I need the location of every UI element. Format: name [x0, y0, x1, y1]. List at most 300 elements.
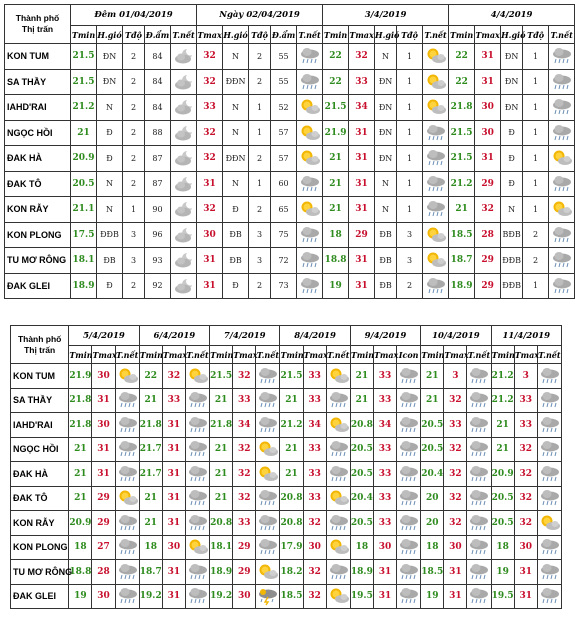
wind-direction: ĐN — [375, 120, 397, 146]
tmin-value: 18.9 — [449, 273, 475, 299]
weather-cell — [423, 120, 449, 146]
column-subheader: T.nết — [549, 26, 575, 44]
tmax-value: 34 — [349, 95, 375, 121]
tmax-value: 30 — [514, 535, 537, 560]
tmin-value: 21 — [449, 197, 475, 223]
humidity: 96 — [145, 222, 171, 248]
tmax-value: 32 — [233, 486, 256, 511]
wind-speed: 2 — [249, 44, 271, 70]
tmin-value: 22 — [449, 69, 475, 95]
cloud-rain-icon — [550, 98, 573, 116]
cloud-rain-icon — [539, 465, 560, 483]
date-header: 11/4/2019 — [491, 326, 561, 346]
tmin-value: 17.5 — [71, 222, 97, 248]
tmin-value: 18 — [350, 535, 373, 560]
tmax-value: 31 — [92, 388, 115, 413]
weather-cell — [537, 413, 561, 438]
tmin-value: 18.7 — [139, 560, 162, 585]
cloud-rain-icon — [550, 47, 573, 65]
weather-cell — [171, 120, 197, 146]
tmax-value: 29 — [92, 511, 115, 536]
cloud-rain-icon — [539, 367, 560, 385]
tmin-value: 20.5 — [491, 486, 514, 511]
tmin-value: 22 — [323, 69, 349, 95]
weather-cell — [256, 535, 280, 560]
tmin-value: 21 — [210, 486, 233, 511]
tmax-value: 31 — [349, 120, 375, 146]
tmax-value: 31 — [373, 584, 396, 609]
tmax-value: 33 — [444, 413, 467, 438]
date-header: Ngày 02/04/2019 — [197, 5, 323, 26]
tmin-value: 18 — [421, 535, 444, 560]
tmax-value: 31 — [349, 197, 375, 223]
tmin-value: 21.5 — [210, 364, 233, 389]
cloud-rain-icon — [398, 440, 419, 458]
tmax-value: 33 — [233, 511, 256, 536]
weather-cell — [297, 171, 323, 197]
tmin-value: 20.5 — [71, 171, 97, 197]
weather-cell — [423, 171, 449, 197]
column-subheader: Icon — [397, 346, 421, 364]
cloud-rain-icon — [468, 587, 489, 605]
weather-cell — [115, 535, 139, 560]
tmax-value: 32 — [197, 120, 223, 146]
weather-cell — [537, 560, 561, 585]
weather-cell — [549, 197, 575, 223]
weather-cell — [115, 413, 139, 438]
tmax-value: 33 — [303, 364, 326, 389]
sun-cloud-icon — [539, 514, 560, 532]
weather-cell — [297, 146, 323, 172]
wind-direction: N — [375, 171, 397, 197]
tmax-value: 29 — [475, 171, 501, 197]
cloud-rain-icon — [424, 124, 447, 142]
cloud-rain-icon — [468, 538, 489, 556]
table-row — [11, 486, 562, 511]
city-name: NGỌC HỒI — [5, 120, 71, 146]
tmax-value: 31 — [349, 248, 375, 274]
tmin-value: 21.2 — [71, 95, 97, 121]
tmin-value: 18.7 — [449, 248, 475, 274]
date-header: 7/4/2019 — [210, 326, 280, 346]
sun-cloud-icon — [550, 149, 573, 167]
wind-direction: ĐB — [375, 248, 397, 274]
weather-cell — [467, 584, 491, 609]
humidity: 55 — [271, 69, 297, 95]
tmax-value: 32 — [444, 511, 467, 536]
weather-cell — [397, 388, 421, 413]
weather-cell — [256, 584, 280, 609]
tmin-value: 21 — [210, 437, 233, 462]
wind-direction: ĐN — [97, 69, 123, 95]
wind-speed: 1 — [523, 171, 549, 197]
tmin-value: 20.8 — [350, 413, 373, 438]
tmin-value: 22 — [139, 364, 162, 389]
wind-speed: 1 — [397, 69, 423, 95]
cloud-rain-icon — [468, 391, 489, 409]
tmax-value: 33 — [162, 388, 185, 413]
humidity: 55 — [271, 44, 297, 70]
cloud-rain-icon — [187, 416, 208, 434]
weather-cell — [185, 511, 209, 536]
cloud-rain-icon — [187, 391, 208, 409]
cloud-rain-icon — [539, 416, 560, 434]
sun-cloud-icon — [298, 98, 321, 116]
tmax-value: 31 — [444, 560, 467, 585]
tmin-value: 21.7 — [139, 437, 162, 462]
tmax-value: 31 — [162, 486, 185, 511]
column-subheader: H.gió — [375, 26, 397, 44]
tmin-value: 21.8 — [69, 388, 92, 413]
cloud-rain-icon — [539, 563, 560, 581]
wind-direction: ĐN — [375, 69, 397, 95]
sun-cloud-icon — [117, 489, 138, 507]
wind-direction: ĐĐB — [97, 222, 123, 248]
column-subheader: T.nết — [297, 26, 323, 44]
tmin-value: 18.5 — [449, 222, 475, 248]
city-name: ĐAK GLEI — [11, 584, 69, 609]
night-cloud-icon — [172, 226, 195, 244]
tmax-value: 32 — [514, 486, 537, 511]
cloud-rain-icon — [398, 514, 419, 532]
tmax-value: 31 — [92, 462, 115, 487]
column-subheader: Tmax — [197, 26, 223, 44]
tmax-value: 31 — [514, 560, 537, 585]
column-subheader: Tmax — [233, 346, 256, 364]
tmin-value: 20 — [421, 511, 444, 536]
tmax-value: 33 — [303, 486, 326, 511]
cloud-rain-icon — [298, 73, 321, 91]
humidity: 57 — [271, 120, 297, 146]
tmax-value: 31 — [197, 171, 223, 197]
tmin-value: 21 — [280, 437, 303, 462]
city-name: NGỌC HỒI — [11, 437, 69, 462]
weather-cell — [549, 44, 575, 70]
cloud-rain-icon — [539, 587, 560, 605]
weather-cell — [423, 197, 449, 223]
tmin-value: 21.5 — [280, 364, 303, 389]
tmin-value: 21 — [421, 364, 444, 389]
column-subheader: Tmax — [475, 26, 501, 44]
tmax-value: 31 — [475, 44, 501, 70]
column-subheader: Tmin — [280, 346, 303, 364]
weather-cell — [115, 364, 139, 389]
wind-speed: 2 — [123, 120, 145, 146]
tmax-value: 33 — [373, 388, 396, 413]
city-name: KON TUM — [5, 44, 71, 70]
tmin-value: 20.8 — [280, 486, 303, 511]
weather-cell — [467, 486, 491, 511]
table-row — [11, 462, 562, 487]
wind-direction: ĐB — [375, 222, 397, 248]
tmax-value: 31 — [349, 146, 375, 172]
tmin-value: 21.5 — [449, 146, 475, 172]
forecast-table-1 — [4, 4, 575, 299]
cloud-rain-icon — [468, 367, 489, 385]
column-subheader: T.nết — [423, 26, 449, 44]
wind-speed: 2 — [249, 273, 271, 299]
wind-speed: 1 — [249, 120, 271, 146]
tmax-value: 33 — [373, 511, 396, 536]
tmin-value: 21.5 — [323, 95, 349, 121]
tmin-value: 20.5 — [350, 437, 373, 462]
tmax-value: 30 — [92, 584, 115, 609]
tmin-value: 20 — [421, 486, 444, 511]
wind-speed: 2 — [249, 146, 271, 172]
tmin-value: 19 — [491, 560, 514, 585]
weather-cell — [171, 222, 197, 248]
column-subheader: Tmax — [92, 346, 115, 364]
tmin-value: 20.8 — [280, 511, 303, 536]
tmax-value: 31 — [162, 462, 185, 487]
tmin-value: 21.5 — [71, 44, 97, 70]
wind-direction: ĐĐB — [501, 273, 523, 299]
wind-speed: 2 — [523, 248, 549, 274]
tmin-value: 21 — [323, 146, 349, 172]
city-header-line: Thị trấn — [24, 344, 56, 355]
tmax-value: 29 — [475, 248, 501, 274]
city-name: KON RẪY — [5, 197, 71, 223]
date-header: 10/4/2019 — [421, 326, 491, 346]
tmax-value: 33 — [197, 95, 223, 121]
date-header: 8/4/2019 — [280, 326, 350, 346]
weather-cell — [397, 584, 421, 609]
wind-speed: 1 — [397, 44, 423, 70]
city-header-line: Thị trấn — [21, 24, 54, 34]
tmin-value: 20.8 — [210, 511, 233, 536]
wind-speed: 1 — [523, 44, 549, 70]
wind-direction: ĐN — [375, 146, 397, 172]
weather-cell — [256, 413, 280, 438]
tmax-value: 33 — [233, 388, 256, 413]
tmax-value: 32 — [197, 146, 223, 172]
city-column-header — [5, 5, 71, 44]
weather-cell — [256, 511, 280, 536]
tmin-value: 21 — [210, 388, 233, 413]
wind-direction: Đ — [97, 120, 123, 146]
wind-direction: N — [501, 197, 523, 223]
wind-speed: 1 — [249, 171, 271, 197]
wind-speed: 2 — [249, 197, 271, 223]
tmin-value: 18 — [69, 535, 92, 560]
wind-direction: Đ — [501, 120, 523, 146]
tmin-value: 21.9 — [323, 120, 349, 146]
wind-speed: 3 — [249, 222, 271, 248]
forecast-table-2 — [10, 325, 562, 609]
sun-cloud-icon — [298, 200, 321, 218]
wind-direction: Đ — [223, 273, 249, 299]
tmax-value: 29 — [233, 535, 256, 560]
city-header-line: Thành phố — [17, 333, 62, 344]
table-row — [5, 120, 575, 146]
weather-cell — [537, 462, 561, 487]
weather-cell — [423, 69, 449, 95]
column-subheader: H.gió — [223, 26, 249, 44]
column-subheader: T.nết — [537, 346, 561, 364]
tmax-value: 32 — [197, 197, 223, 223]
cloud-rain-icon — [398, 538, 419, 556]
weather-cell — [185, 560, 209, 585]
weather-cell — [467, 511, 491, 536]
tmax-value: 29 — [92, 486, 115, 511]
wind-speed: 1 — [249, 95, 271, 121]
tmax-value: 32 — [444, 437, 467, 462]
wind-direction: Đ — [97, 273, 123, 299]
cloud-rain-icon — [539, 489, 560, 507]
tmin-value: 19.2 — [139, 584, 162, 609]
table-row — [5, 44, 575, 70]
tmax-value: 32 — [303, 560, 326, 585]
cloud-rain-icon — [550, 124, 573, 142]
wind-direction: ĐN — [501, 69, 523, 95]
tmax-value: 32 — [514, 511, 537, 536]
tmin-value: 22 — [323, 44, 349, 70]
weather-cell — [423, 248, 449, 274]
night-cloud-icon — [172, 200, 195, 218]
cloud-rain-icon — [187, 489, 208, 507]
tmax-value: 32 — [444, 388, 467, 413]
humidity: 87 — [145, 171, 171, 197]
column-subheader: Tmax — [444, 346, 467, 364]
tmin-value: 20.9 — [69, 511, 92, 536]
column-subheader: H.gió — [97, 26, 123, 44]
tmax-value: 31 — [514, 584, 537, 609]
tmin-value: 21 — [69, 486, 92, 511]
tmax-value: 32 — [444, 462, 467, 487]
cloud-rain-icon — [328, 391, 349, 409]
tmin-value: 18.1 — [210, 535, 233, 560]
humidity: 88 — [145, 120, 171, 146]
tmin-value: 21 — [491, 413, 514, 438]
column-subheader: Tmax — [349, 26, 375, 44]
tmax-value: 33 — [514, 388, 537, 413]
cloud-rain-icon — [539, 391, 560, 409]
tmax-value: 32 — [514, 437, 537, 462]
table-row — [5, 222, 575, 248]
sun-cloud-icon — [117, 367, 138, 385]
date-header: 9/4/2019 — [350, 326, 420, 346]
wind-speed: 3 — [397, 248, 423, 274]
humidity: 60 — [271, 171, 297, 197]
cloud-rain-icon — [398, 587, 419, 605]
humidity: 75 — [271, 222, 297, 248]
humidity: 93 — [145, 248, 171, 274]
weather-cell — [326, 462, 350, 487]
cloud-rain-icon — [539, 538, 560, 556]
sun-cloud-icon — [298, 124, 321, 142]
wind-direction: ĐB — [375, 273, 397, 299]
wind-direction: N — [375, 44, 397, 70]
cloud-rain-icon — [187, 465, 208, 483]
wind-direction: ĐĐN — [223, 69, 249, 95]
tmax-value: 31 — [373, 560, 396, 585]
tmin-value: 21.8 — [449, 95, 475, 121]
weather-cell — [256, 437, 280, 462]
date-header: 5/4/2019 — [69, 326, 139, 346]
tmin-value: 21 — [491, 437, 514, 462]
cloud-rain-icon — [117, 391, 138, 409]
weather-cell — [185, 437, 209, 462]
tmin-value: 21 — [139, 486, 162, 511]
weather-cell — [297, 248, 323, 274]
tmax-value: 32 — [233, 462, 256, 487]
tmin-value: 21.7 — [139, 462, 162, 487]
tmax-value: 30 — [92, 364, 115, 389]
tmax-value: 30 — [162, 535, 185, 560]
humidity: 57 — [271, 146, 297, 172]
cloud-rain-icon — [298, 251, 321, 269]
tmax-value: 27 — [92, 535, 115, 560]
tmax-value: 31 — [444, 584, 467, 609]
tmin-value: 20.4 — [350, 486, 373, 511]
weather-cell — [549, 95, 575, 121]
weather-cell — [256, 462, 280, 487]
tmax-value: 30 — [373, 535, 396, 560]
sun-cloud-icon — [424, 98, 447, 116]
tmin-value: 19 — [421, 584, 444, 609]
city-name: KON PLONG — [11, 535, 69, 560]
tmax-value: 33 — [373, 486, 396, 511]
cloud-rain-icon — [550, 175, 573, 193]
cloud-rain-icon — [398, 465, 419, 483]
tmin-value: 21.1 — [71, 197, 97, 223]
weather-cell — [297, 69, 323, 95]
date-header: Đêm 01/04/2019 — [71, 5, 197, 26]
table-row — [11, 437, 562, 462]
weather-cell — [537, 364, 561, 389]
tmin-value: 20.5 — [350, 511, 373, 536]
weather-cell — [185, 535, 209, 560]
weather-cell — [326, 560, 350, 585]
tmax-value: 33 — [373, 462, 396, 487]
tmax-value: 32 — [514, 462, 537, 487]
weather-cell — [467, 437, 491, 462]
night-cloud-icon — [172, 149, 195, 167]
tmin-value: 19.5 — [491, 584, 514, 609]
weather-cell — [185, 413, 209, 438]
wind-speed: 1 — [397, 95, 423, 121]
sun-cloud-icon — [257, 465, 278, 483]
table-row — [5, 171, 575, 197]
wind-speed: 1 — [397, 146, 423, 172]
tmin-value: 19.2 — [210, 584, 233, 609]
wind-direction: N — [223, 44, 249, 70]
tmax-value: 31 — [349, 273, 375, 299]
weather-cell — [185, 486, 209, 511]
tmin-value: 21 — [280, 462, 303, 487]
wind-speed: 2 — [123, 69, 145, 95]
tmax-value: 32 — [444, 486, 467, 511]
weather-cell — [171, 44, 197, 70]
city-name: TU MƠ RÔNG — [5, 248, 71, 274]
tmax-value: 30 — [475, 120, 501, 146]
sun-cloud-icon — [424, 251, 447, 269]
wind-direction: ĐN — [375, 95, 397, 121]
cloud-rain-icon — [257, 416, 278, 434]
weather-cell — [297, 273, 323, 299]
weather-cell — [397, 437, 421, 462]
wind-direction: Đ — [501, 146, 523, 172]
column-subheader: T.nết — [467, 346, 491, 364]
city-name: ĐAK TÔ — [5, 171, 71, 197]
city-name: ĐAK HÀ — [11, 462, 69, 487]
wind-speed: 3 — [123, 248, 145, 274]
tmin-value: 18.1 — [71, 248, 97, 274]
tmax-value: 31 — [197, 273, 223, 299]
wind-speed: 2 — [397, 273, 423, 299]
weather-cell — [171, 197, 197, 223]
tmin-value: 20.5 — [350, 462, 373, 487]
